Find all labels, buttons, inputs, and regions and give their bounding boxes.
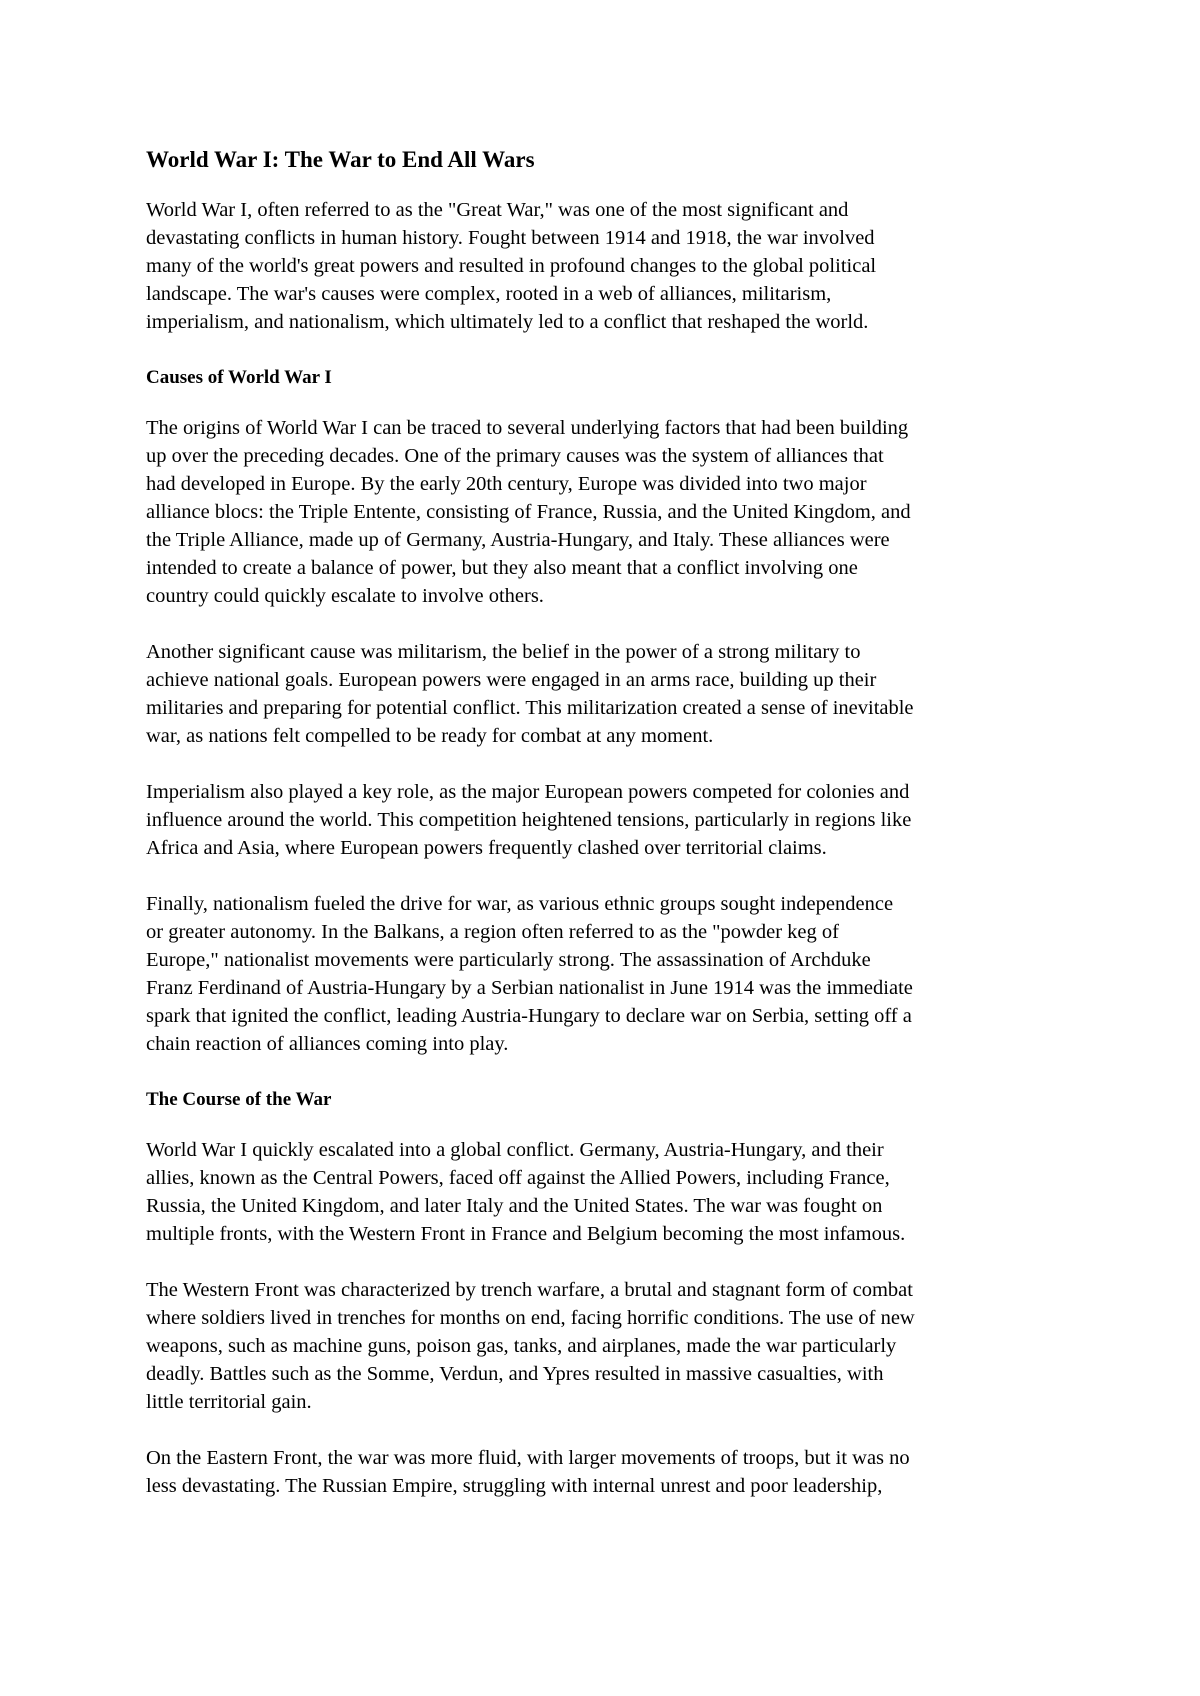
- paragraph-line: landscape. The war's causes were complex, rooted in a web of alliances, militarism,: [146, 283, 832, 305]
- paragraph-line: up over the preceding decades. One of the primary causes was the system of alliances that: [146, 445, 884, 467]
- paragraph-line: or greater autonomy. In the Balkans, a region often referred to as the "powder keg of: [146, 921, 839, 943]
- paragraph-line: Finally, nationalism fueled the drive for war, as various ethnic groups sought independence: [146, 893, 894, 915]
- paragraph-line: country could quickly escalate to involve others.: [146, 585, 544, 607]
- paragraph-line: Imperialism also played a key role, as the major European powers competed for colonies and: [146, 781, 910, 803]
- body-paragraph: [146, 1276, 1070, 1416]
- paragraph-line: The origins of World War I can be traced to several underlying factors that had been building: [146, 417, 909, 439]
- paragraph-line: militaries and preparing for potential conflict. This militarization created a sense of inevitable: [146, 697, 914, 719]
- paragraph-line: had developed in Europe. By the early 20th century, Europe was divided into two major: [146, 473, 867, 495]
- paragraph-line: World War I, often referred to as the "Great War," was one of the most significant and: [146, 199, 849, 221]
- paragraph-line: Russia, the United Kingdom, and later Italy and the United States. The war was fought on: [146, 1195, 883, 1217]
- document-section: [146, 196, 1070, 336]
- body-paragraph: [146, 414, 1070, 610]
- paragraph-line: Europe," nationalist movements were particularly strong. The assassination of Archduke: [146, 949, 871, 971]
- paragraph-line: chain reaction of alliances coming into play.: [146, 1033, 509, 1055]
- paragraph-line: achieve national goals. European powers were engaged in an arms race, building up their: [146, 669, 877, 691]
- paragraph-line: alliance blocs: the Triple Entente, consisting of France, Russia, and the United Kingdom, and: [146, 501, 911, 523]
- paragraph-line: The Western Front was characterized by trench warfare, a brutal and stagnant form of combat: [146, 1279, 913, 1301]
- paragraph-line: deadly. Battles such as the Somme, Verdun, and Ypres resulted in massive casualties, with: [146, 1363, 884, 1385]
- body-paragraph: [146, 638, 1070, 750]
- paragraph-line: spark that ignited the conflict, leading Austria-Hungary to declare war on Serbia, setting off a: [146, 1005, 912, 1027]
- paragraph-line: World War I quickly escalated into a global conflict. Germany, Austria-Hungary, and their: [146, 1139, 884, 1161]
- document-body: [146, 196, 1070, 1500]
- section-heading: Causes of World War I: [146, 367, 332, 388]
- body-paragraph: [146, 196, 1070, 336]
- paragraph-line: Franz Ferdinand of Austria-Hungary by a Serbian nationalist in June 1914 was the immediate: [146, 977, 913, 999]
- document-page: [146, 146, 1070, 1528]
- paragraph-line: where soldiers lived in trenches for months on end, facing horrific conditions. The use of new: [146, 1307, 915, 1329]
- paragraph-line: imperialism, and nationalism, which ultimately led to a conflict that reshaped the world.: [146, 311, 869, 333]
- paragraph-line: multiple fronts, with the Western Front in France and Belgium becoming the most infamous.: [146, 1223, 906, 1245]
- body-paragraph: [146, 1136, 1070, 1248]
- paragraph-line: many of the world's great powers and resulted in profound changes to the global political: [146, 255, 877, 277]
- body-paragraph: [146, 890, 1070, 1058]
- paragraph-line: Another significant cause was militarism, the belief in the power of a strong military to: [146, 641, 861, 663]
- paragraph-line: less devastating. The Russian Empire, struggling with internal unrest and poor leadership,: [146, 1475, 883, 1497]
- body-paragraph: [146, 1444, 1070, 1500]
- paragraph-line: intended to create a balance of power, but they also meant that a conflict involving one: [146, 557, 858, 579]
- paragraph-line: little territorial gain.: [146, 1391, 312, 1413]
- document-section: [146, 1086, 1070, 1500]
- paragraph-line: Africa and Asia, where European powers frequently clashed over territorial claims.: [146, 837, 827, 859]
- document-title: World War I: The War to End All Wars: [146, 147, 535, 172]
- paragraph-line: allies, known as the Central Powers, faced off against the Allied Powers, including France,: [146, 1167, 890, 1189]
- body-paragraph: [146, 778, 1070, 862]
- paragraph-line: weapons, such as machine guns, poison gas, tanks, and airplanes, made the war particularly: [146, 1335, 897, 1357]
- section-heading: The Course of the War: [146, 1089, 332, 1110]
- paragraph-line: devastating conflicts in human history. Fought between 1914 and 1918, the war involved: [146, 227, 875, 249]
- document-section: [146, 364, 1070, 1058]
- paragraph-line: war, as nations felt compelled to be ready for combat at any moment.: [146, 725, 714, 747]
- paragraph-line: On the Eastern Front, the war was more fluid, with larger movements of troops, but it was no: [146, 1447, 910, 1469]
- paragraph-line: the Triple Alliance, made up of Germany, Austria-Hungary, and Italy. These alliances were: [146, 529, 890, 551]
- paragraph-line: influence around the world. This competition heightened tensions, particularly in regions like: [146, 809, 912, 831]
